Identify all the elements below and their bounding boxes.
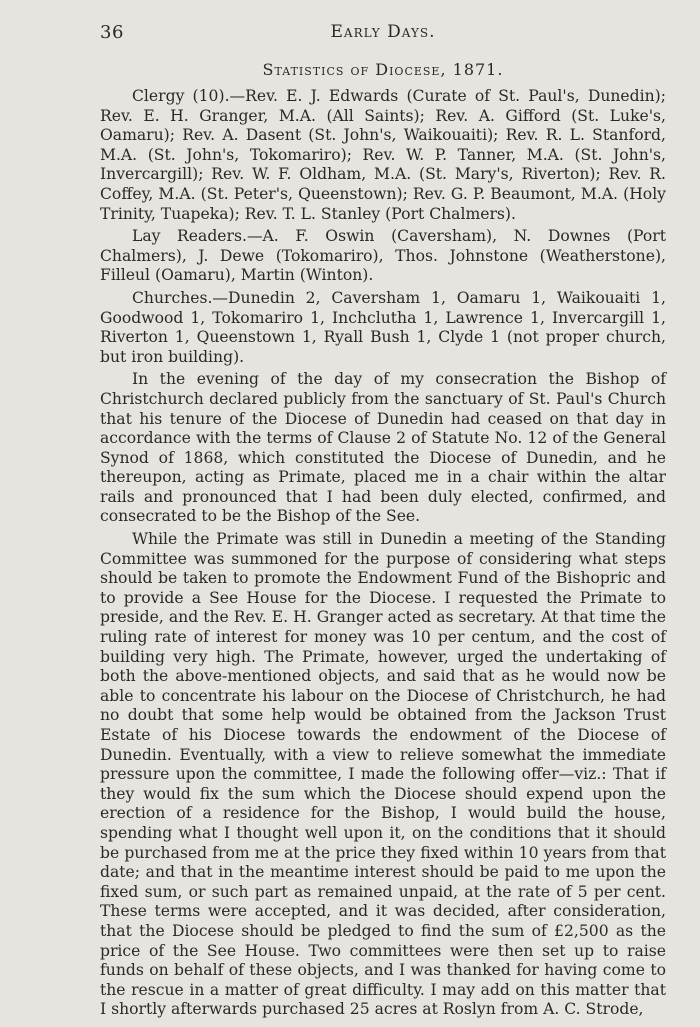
section-title: Statistics of Diocese, 1871. <box>262 60 504 79</box>
paragraph-lay-readers: Lay Readers.—A. F. Oswin (Caversham), N. Downes (Port Chalmers), J. Dewe (Tokomariro), Thos. Johnstone (Weatherstone), Filleul (Oamaru), Martin (Winton). <box>100 227 666 285</box>
paragraph-churches: Churches.—Dunedin 2, Caversham 1, Oamaru 1, Waikouaiti 1, Goodwood 1, Tokomariro 1, Inchclutha 1, Lawrence 1, Invercargill 1, Riverton 1, Queenstown 1, Ryall Bush 1, Clyde 1 (not proper church, but iron building). <box>100 288 666 366</box>
body-text <box>100 87 666 1023</box>
paragraph-clergy: Clergy (10).—Rev. E. J. Edwards (Curate of St. Paul's, Dunedin); Rev. E. H. Granger, M.A. (All Saints); Rev. A. Gifford (St. Luke's, Oamaru); Rev. A. Dasent (St. John's, Waikouaiti); Rev. R. L. Stanford, M.A. (St. John's, Tokomariro); Rev. W. P. Tanner, M.A. (St. John's, Invercargill); Rev. W. F. Oldham, M.A. (St. Mary's, Riverton); Rev. R. Coffey, M.A. (St. Peter's, Queenstown); Rev. G. P. Beaumont, M.A. (Holy Trinity, Tuapeka); Rev. T. L. Stanley (Port Chalmers). <box>100 87 666 223</box>
page-number: 36 <box>100 22 124 43</box>
paragraph-consecration: In the evening of the day of my consecration the Bishop of Christchurch declared publicly from the sanctuary of St. Paul's Church that his tenure of the Diocese of Dunedin had ceased on that day in accordance with the terms of Clause 2 of Statute No. 12 of the General Synod of 1868, which constituted the Diocese of Dunedin, and he thereupon, acting as Primate, placed me in a chair within the altar rails and pronounced that I had been duly elected, confirmed, and consecrated to be the Bishop of the See. <box>100 370 666 526</box>
paragraph-standing-committee: While the Primate was still in Dunedin a meeting of the Standing Committee was summoned for the purpose of considering what steps should be taken to promote the Endowment Fund of the Bishopric and to provide a See House for the Diocese. I requested the Primate to preside, and the Rev. E. H. Granger acted as secretary. At that time the ruling rate of interest for money was 10 per centum, and the cost of building very high. The Primate, however, urged the undertaking of both the above-mentioned objects, and said that as he would now be able to concentrate his labour on the Diocese of Christchurch, he had no doubt that some help would be obtained from the Jackson Trust Estate of his Diocese towards the endowment of the Diocese of Dunedin. Eventually, with a view to relieve somewhat the immediate pressure upon the committee, I made the following offer—viz.: That if they would fix the sum which the Diocese should expend upon the erection of a residence for the Bishop, I would build the house, spending what I thought well upon it, on the conditions that it should be purchased from me at the price they fixed within 10 years from that date; and that in the meantime interest should be paid to me upon the fixed sum, or such part as remained unpaid, at the rate of 5 per cent. These terms were accepted, and it was decided, after consideration, that the Diocese should be pledged to find the sum of £2,500 as the price of the See House. Two committees were then set up to raise funds on behalf of these objects, and I was thanked for having come to the rescue in a matter of great difficulty. I may add on this matter that I shortly afterwards purchased 25 acres at Roslyn from A. C. Strode, <box>100 530 666 1019</box>
page-header <box>100 22 666 48</box>
running-head: Early Days. <box>330 22 436 42</box>
